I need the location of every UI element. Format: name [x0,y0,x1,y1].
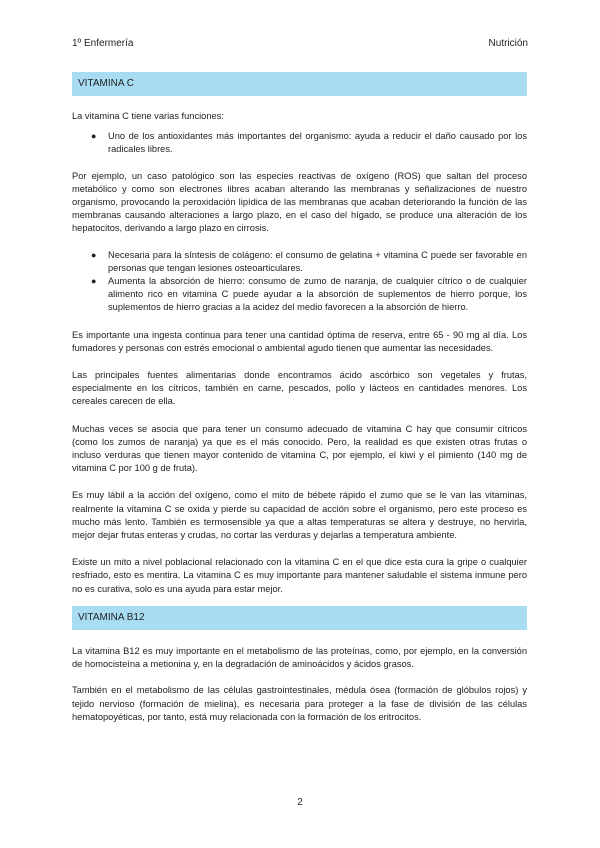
page-content [72,72,527,724]
list-item-text: Uno de los antioxidantes más importantes del organismo: ayuda a reducir el daño causado por los radicales libres. [108,131,527,155]
bullet-icon: ● [91,276,97,287]
paragraph-b12-cells: También en el metabolismo de las células gastrointestinales, médula ósea (formación de glóbulos rojos) y tejido nervioso (formación de mielina), es necesaria para proteger a la fase de división de las células hematopoyéticas, por tanto, está muy relacionada con la formación de los eritrocitos. [72,685,527,722]
bullet-list-antioxidant [72,130,527,156]
header-course: 1º Enfermería [72,38,134,49]
page-header [72,38,528,49]
bullet-icon: ● [91,131,97,142]
list-item-text: Aumenta la absorción de hierro: consumo de zumo de naranja, de cualquier cítrico o de cualquier alimento rico en vitamina C puede ayudar a la absorción de suplementos de hierro porque, los suplementos de hierro gracias a la acidez del medio favorecen a la absorción de hierro. [108,276,527,313]
paragraph-b12-metabolism: La vitamina B12 es muy importante en el metabolismo de las proteínas, como, por ejemplo, en la conversión de homocisteína a metionina y, en la degradación de aminoácidos y ácidos grasos. [72,645,527,670]
paragraph-labile: Es muy lábil a la acción del oxígeno, como el mito de bébete rápido el zumo que se le van las vitaminas, realmente la vitamina C se oxida y pierde su capacidad de acción sobre el organismo, pero este proceso es mucho más lento. También es termosensible ya que a altas temperaturas se altera y destruye, no hervirla, mejor dejar frutas enteras y crudas, no cortar las verduras y dejarlas a temperatura ambiente. [72,490,527,541]
page-number: 2 [297,797,303,808]
paragraph-myth: Existe un mito a nivel poblacional relacionado con la vitamina C en el que dice esta cura la gripe o cualquier resfriado, esto es mentira. La vitamina C es muy importante para mantener saludable el sistema inmune pero no es curativa, solo es una ayuda para estar mejor. [72,557,527,594]
list-item-text: Necesaria para la síntesis de colágeno: el consumo de gelatina + vitamina C puede ser favorable en personas que tengan lesiones osteoarticulares. [108,249,527,273]
section-heading-vitamin-c [72,72,527,96]
paragraph-intro: La vitamina C tiene varias funciones: [72,111,224,121]
list-item [72,130,527,156]
list-item [72,249,527,275]
paragraph-sources: Las principales fuentes alimentarias donde encontramos ácido ascórbico son vegetales y frutas, especialmente en los cítricos, también en carne, pescados, pollo y lácteos en cantidades menores. Los cereales carecen de ella. [72,370,527,407]
section-title: VITAMINA C [78,78,134,89]
header-subject: Nutrición [488,38,528,49]
paragraph-ros: Por ejemplo, un caso patológico son las especies reactivas de oxígeno (ROS) que saltan del proceso metabólico y como son electrones libres acaban alterando las membranas y señalizaciones de nuestro organismo, provocando la peroxidación lipídica de las membranas que acaban deteriorando la función de las membranas causando alteraciones a largo plazo, en el caso del hígado, se produce una alteración de los hepatocitos, derivando a largo plazo en cirrosis. [72,170,527,234]
section-heading-vitamin-b12 [72,606,527,630]
list-item [72,275,527,315]
section-title: VITAMINA B12 [78,611,145,623]
bullet-list-functions [72,249,527,315]
bullet-icon: ● [91,249,97,260]
paragraph-intake: Es importante una ingesta continua para tener una cantidad óptima de reserva, entre 65 - 90 mg al día. Los fumadores y personas con estrés emocional o ambiental agudo tienen que aumentar las necesidades. [72,329,527,353]
paragraph-citrus: Muchas veces se asocia que para tener un consumo adecuado de vitamina C hay que consumir cítricos (como los zumos de naranja) ya que es el más conocido. Pero, la realidad es que existen otras frutas o incluso verduras que tienen mayor contenido de vitamina C, por ejemplo, el kiwi y el pimiento (140 mg de vitamina C por 100 g de fruta). [72,423,527,474]
